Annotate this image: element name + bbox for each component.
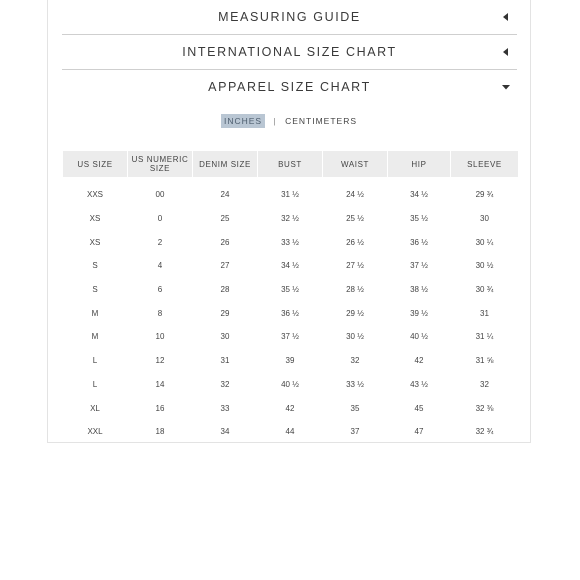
apparel-size-table (62, 151, 519, 444)
cell-hip: 42 (414, 356, 424, 366)
cell-denim-size: 34 (220, 427, 230, 437)
cell-us-size: S (92, 285, 98, 295)
cell-denim-size: 27 (220, 261, 230, 271)
cell-waist: 32 (350, 356, 360, 366)
cell-sleeve: 31 ⅝ (475, 356, 494, 366)
table-row (63, 177, 518, 207)
cell-us-numeric-size: 2 (157, 237, 163, 247)
table-row (63, 278, 518, 302)
cell-denim-size: 29 (220, 308, 230, 318)
cell-hip: 43 ½ (410, 379, 428, 389)
cell-bust: 33 ½ (281, 237, 299, 247)
table-row (63, 420, 518, 444)
cell-us-numeric-size: 0 (157, 214, 163, 224)
measuring-guide-label: MEASURING GUIDE (218, 10, 361, 24)
cell-us-size: XXL (87, 427, 103, 437)
cell-bust: 39 (285, 356, 295, 366)
unit-separator: | (273, 116, 277, 126)
cell-sleeve: 29 ¾ (475, 190, 494, 200)
cell-sleeve: 30 ¾ (475, 285, 494, 295)
inches-tab[interactable]: INCHES (221, 114, 265, 128)
cell-us-size: M (91, 332, 99, 342)
header-denim-size: DENIM SIZE (193, 151, 257, 177)
table-row (63, 207, 518, 231)
header-sleeve: SLEEVE (451, 151, 518, 177)
cell-hip: 38 ½ (410, 285, 428, 295)
cell-bust: 42 (285, 403, 295, 413)
cell-bust: 44 (285, 427, 295, 437)
cell-us-size: XXS (86, 190, 103, 200)
cell-us-numeric-size: 12 (155, 356, 165, 366)
cell-denim-size: 24 (220, 190, 230, 200)
cell-waist: 24 ½ (346, 190, 364, 200)
apparel-size-chart-toggle[interactable] (62, 70, 517, 104)
cell-sleeve: 30 ½ (475, 261, 494, 271)
header-us-size: US SIZE (63, 151, 127, 177)
cell-us-numeric-size: 8 (157, 308, 163, 318)
table-header-row (63, 151, 518, 177)
header-bust: BUST (258, 151, 322, 177)
header-waist: WAIST (323, 151, 387, 177)
cell-us-size: XS (89, 214, 101, 224)
cell-sleeve: 32 (480, 379, 489, 389)
cell-us-numeric-size: 16 (155, 403, 165, 413)
cell-denim-size: 33 (220, 403, 230, 413)
cell-waist: 28 ½ (346, 285, 364, 295)
cell-hip: 40 ½ (410, 332, 428, 342)
table-row (63, 396, 518, 420)
international-size-chart-label: INTERNATIONAL SIZE CHART (182, 45, 397, 59)
caret-left-icon (501, 47, 511, 57)
cell-us-size: S (92, 261, 98, 271)
cell-hip: 47 (414, 427, 424, 437)
cell-us-numeric-size: 14 (155, 379, 165, 389)
cell-sleeve: 31 ¼ (475, 332, 494, 342)
cell-hip: 36 ½ (410, 237, 428, 247)
size-chart-panel (47, 0, 531, 443)
cell-denim-size: 31 (220, 356, 230, 366)
cell-us-numeric-size: 18 (155, 427, 165, 437)
caret-left-icon (501, 12, 511, 22)
cell-sleeve: 32 ⅜ (475, 403, 494, 413)
table-row (63, 254, 518, 278)
cell-us-size: M (91, 308, 99, 318)
cell-waist: 27 ½ (346, 261, 364, 271)
cell-denim-size: 26 (220, 237, 230, 247)
cell-us-numeric-size: 6 (157, 285, 163, 295)
cell-sleeve: 30 ¼ (475, 237, 494, 247)
table-row (63, 349, 518, 373)
centimeters-tab[interactable]: CENTIMETERS (285, 116, 357, 126)
table-row (63, 301, 518, 325)
cell-bust: 31 ½ (281, 190, 299, 200)
cell-us-numeric-size: 4 (157, 261, 163, 271)
caret-down-icon (501, 82, 511, 92)
cell-us-size: L (92, 379, 98, 389)
cell-hip: 39 ½ (410, 308, 428, 318)
cell-waist: 26 ½ (346, 237, 364, 247)
cell-waist: 29 ½ (346, 308, 364, 318)
header-hip: HIP (388, 151, 450, 177)
cell-bust: 34 ½ (281, 261, 299, 271)
cell-denim-size: 28 (220, 285, 230, 295)
cell-sleeve: 30 (480, 214, 489, 224)
cell-bust: 37 ½ (281, 332, 299, 342)
table-row (63, 230, 518, 254)
cell-hip: 35 ½ (410, 214, 428, 224)
cell-waist: 37 (350, 427, 360, 437)
cell-us-size: XS (89, 237, 101, 247)
header-us-numeric-size: US NUMERIC SIZE (128, 151, 192, 177)
cell-waist: 33 ½ (346, 379, 364, 389)
cell-sleeve: 31 (480, 308, 489, 318)
cell-hip: 34 ½ (410, 190, 428, 200)
cell-bust: 40 ½ (281, 379, 299, 389)
cell-bust: 35 ½ (281, 285, 299, 295)
cell-hip: 37 ½ (410, 261, 428, 271)
cell-denim-size: 25 (220, 214, 230, 224)
cell-hip: 45 (414, 403, 424, 413)
table-row (63, 373, 518, 397)
cell-bust: 36 ½ (281, 308, 299, 318)
cell-us-numeric-size: 00 (155, 190, 165, 200)
cell-us-numeric-size: 10 (155, 332, 165, 342)
cell-waist: 25 ½ (346, 214, 364, 224)
cell-waist: 30 ½ (346, 332, 364, 342)
table-row (63, 325, 518, 349)
measuring-guide-toggle[interactable] (62, 0, 517, 34)
cell-us-size: L (92, 356, 98, 366)
unit-toggle (48, 114, 530, 128)
cell-denim-size: 30 (220, 332, 230, 342)
cell-waist: 35 (350, 403, 360, 413)
cell-sleeve: 32 ¾ (475, 427, 494, 437)
international-size-chart-toggle[interactable] (62, 35, 517, 69)
cell-denim-size: 32 (220, 379, 230, 389)
cell-us-size: XL (90, 403, 100, 413)
cell-bust: 32 ½ (281, 214, 299, 224)
apparel-size-chart-label: APPAREL SIZE CHART (208, 80, 371, 94)
